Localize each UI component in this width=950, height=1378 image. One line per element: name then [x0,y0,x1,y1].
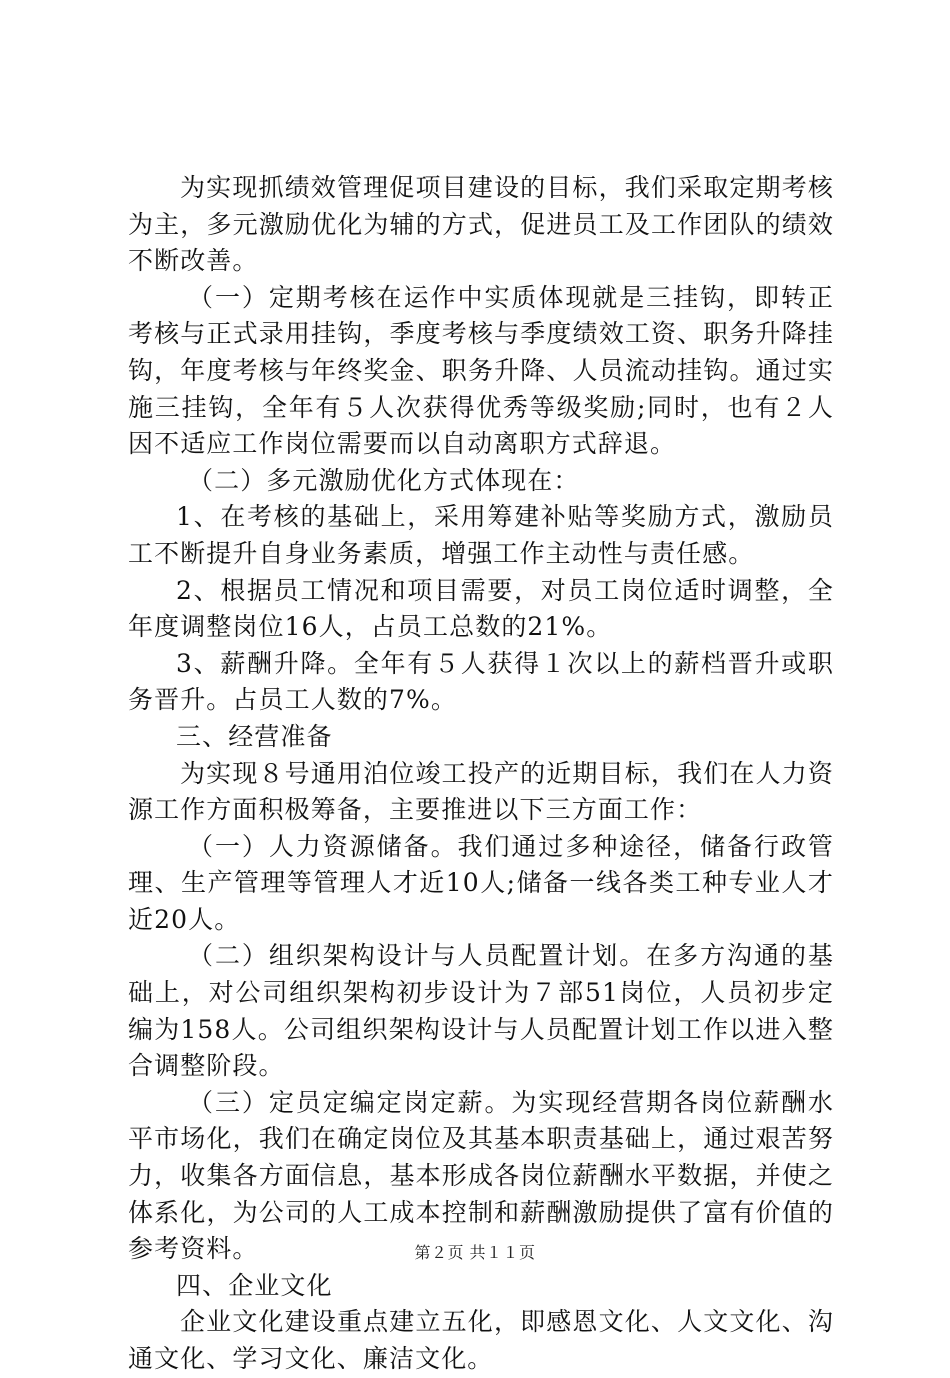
section-heading-culture: 四、企业文化 [176,1270,333,1300]
paragraph-org-design: （二）组织架构设计与人员配置计划。在多方沟通的基础上，对公司组织架构初步设计为７部51岗位，人员初步定编为158人。公司组织架构设计与人员配置计划工作以进入整合调整阶段。 [128,941,834,1081]
paragraph-hr-reserve: （一）人力资源储备。我们通过多种途径，储备行政管理、生产管理等管理人才近10人;储备一线各类工种专业人才近20人。 [128,831,834,934]
section-heading-operations: 三、经营准备 [176,721,333,751]
paragraph-staffing: （三）定员定编定岗定薪。为实现经营期各岗位薪酬水平市场化，我们在确定岗位及其基本职责基础上，通过艰苦努力，收集各方面信息，基本形成各岗位薪酬水平数据，并使之体系化，为公司的人工成本控制和薪酬激励提供了富有价值的参考资料。 [128,1087,834,1264]
paragraph-item-2: 2、根据员工情况和项目需要，对员工岗位适时调整，全年度调整岗位16人，占员工总数的21%。 [128,575,834,642]
page-footer [0,1240,950,1263]
paragraph-incentive-heading: （二）多元激励优化方式体现在： [188,465,580,495]
paragraph-culture: 企业文化建设重点建立五化，即感恩文化、人文文化、沟通文化、学习文化、廉洁文化。 [128,1307,834,1373]
page-indicator: 第２页 共１１页 [414,1243,536,1262]
paragraph-item-3: 3、薪酬升降。全年有５人获得１次以上的薪档晋升或职务晋升。占员工人数的7%。 [128,648,834,715]
paragraph-periodic-assessment: （一）定期考核在运作中实质体现就是三挂钩，即转正考核与正式录用挂钩，季度考核与季度绩效工资、职务升降挂钩，年度考核与年终奖金、职务升降、人员流动挂钩。通过实施三挂钩，全年有５人次获得优秀等级奖励;同时，也有２人因不适应工作岗位需要而以自动离职方式辞退。 [128,282,834,459]
paragraph-operations-intro: 为实现８号通用泊位竣工投产的近期目标，我们在人力资源工作方面积极筹备，主要推进以下三方面工作： [128,758,834,825]
document-body [128,170,834,1378]
paragraph-item-1: 1、在考核的基础上，采用筹建补贴等奖励方式，激励员工不断提升自身业务素质，增强工作主动性与责任感。 [128,502,834,568]
paragraph-intro: 为实现抓绩效管理促项目建设的目标，我们采取定期考核为主，多元激励优化为辅的方式，促进员工及工作团队的绩效不断改善。 [128,173,834,276]
